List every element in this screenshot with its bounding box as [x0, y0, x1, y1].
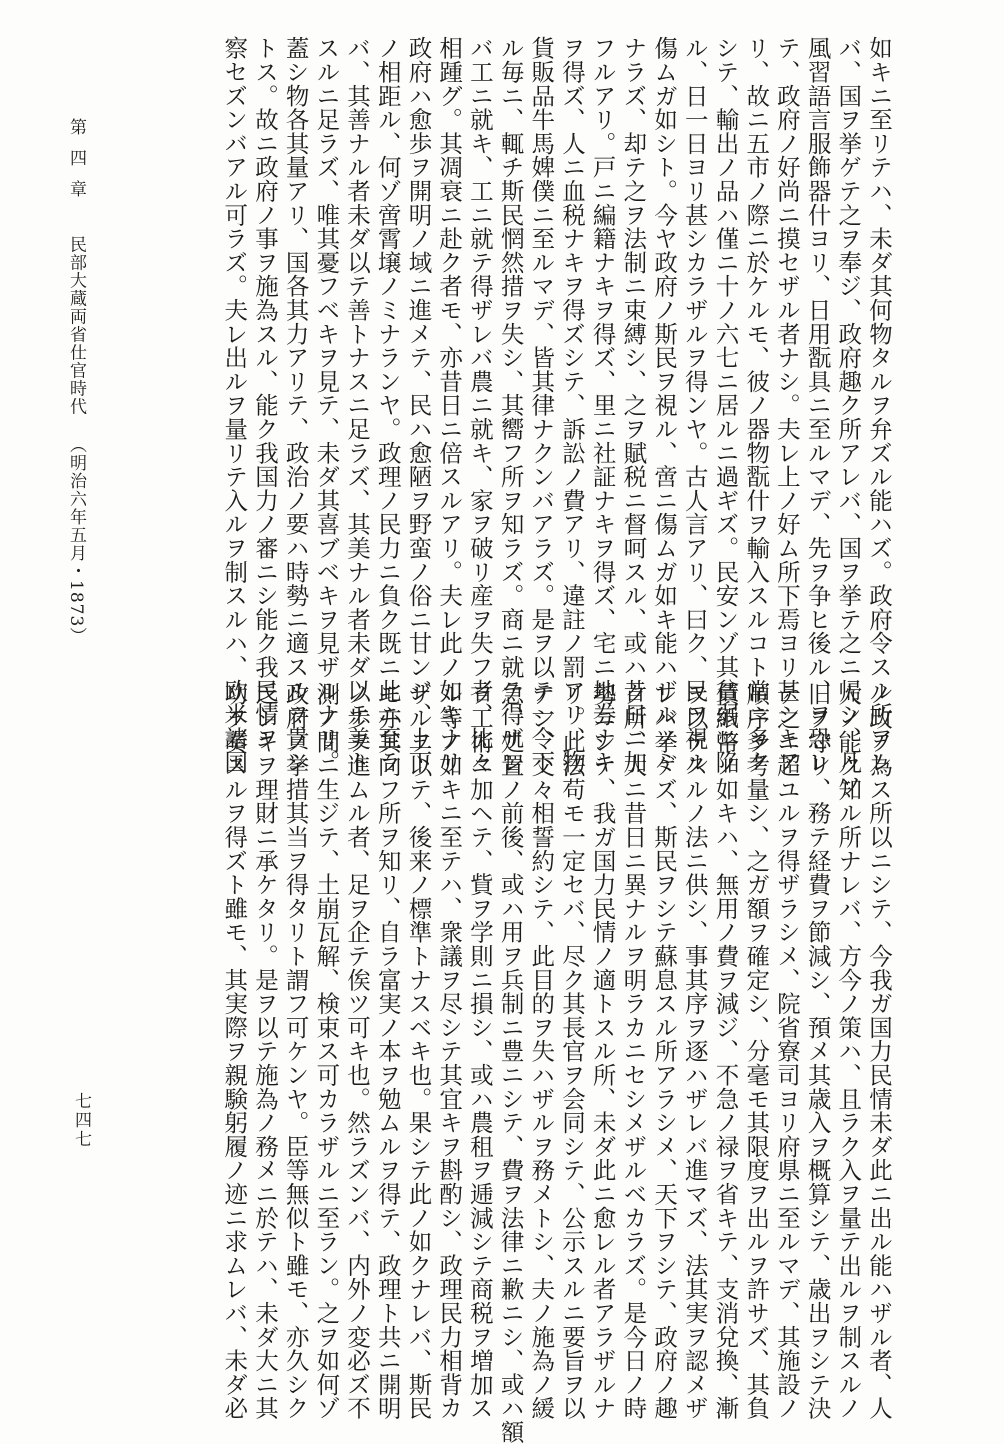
text-column: 旧ヲ守リ、務テ経費ヲ節減シ、預メ其歳入ヲ概算シテ、歳出ヲシテ決	[803, 682, 832, 1420]
text-column: 勢ニシテ、我ガ国力民情ノ適トスル所、未ダ此ニ愈レル者アラザルナ	[588, 682, 617, 1420]
text-column: 順序ヲ考量シ、之ガ額ヲ確定シ、分毫モ其限度ヲ出ルヲ許サズ、其負	[742, 682, 771, 1420]
text-column: フルアリ。戸ニ編籍ナキヲ得ズ、里ニ社証ナキヲ得ズ、宅ニ地券ナキ	[588, 36, 617, 774]
text-column: バ、其善ナル者未ダ以テ善トナスニ足ラズ、其美ナル者未ダ以テ美ト	[343, 36, 372, 774]
text-column: 債紙幣ノ如キハ、無用ノ費ヲ減ジ、不急ノ禄ヲ省キテ、支消兌換、漸	[711, 682, 740, 1420]
period-label: （明治六年五月・1873）	[66, 435, 86, 646]
text-column: バ工ニ就キ、工ニ就テ得ザレバ農ニ就キ、家ヲ破リ産ヲ失フ者、比々	[465, 36, 494, 774]
text-column: バ、国ヲ挙ゲテ之ヲ奉ジ、政府趣ク所アレバ、国ヲ挙テ之ニ帰シ、凡ソ	[834, 36, 863, 798]
text-column: スルニ足ラズ、唯其憂フベキヲ見テ、未ダ其喜ブベキヲ見ザルナリ。	[312, 36, 341, 774]
lower-text-block	[219, 682, 894, 1444]
upper-text-block	[219, 36, 894, 798]
text-column: ノ政ヲ為ス所以ニシテ、今我ガ国力民情未ダ此ニ出ル能ハザル者、人	[865, 682, 893, 1420]
text-column: ク所、大ニ昔日ニ異ナルヲ明ラカニセシメザルベカラズ。是今日ノ時	[619, 682, 648, 1420]
text-column: ノ相距ル、何ゾ啻霄壌ノミナランヤ。政理ノ民力ニ負ク既ニ此ニ至ラ	[373, 36, 402, 774]
text-column: 功ヲ奏スルヲ得ズト雖モ、其実際ヲ親験躬履ノ迹ニ求ムレバ、未ダ必	[220, 682, 249, 1420]
text-column: ヲ得ズ、人ニ血税ナキヲ得ズシテ、訴訟ノ費アリ、違註ノ罰アリ、物	[557, 36, 586, 774]
text-column: ヲ工術ニ加ヘテ、貲ヲ学則ニ損シ、或ハ農租ヲ逓減シテ商税ヲ増加ス	[465, 682, 494, 1420]
text-column: 如キニ至リテハ、未ダ其何物タルヲ弁ズル能ハズ。政府令スル所アレ	[865, 36, 893, 774]
text-column: テ、政府ノ好尚ニ摸セザル者ナシ。夫レ上ノ好ム所下焉ヨリ甚シキア	[772, 36, 801, 774]
running-header	[64, 118, 89, 645]
text-column: 貨販品牛馬婢僕ニ至ルマデ、皆其律ナクンバアラズ。是ヲ以テ一令下	[527, 36, 556, 774]
text-column: 測ノ間ニ生ジテ、土崩瓦解、検束ス可カラザルニ至ラン。之ヲ如何ゾ	[312, 682, 341, 1420]
text-column: 傷ムガ如シト。今ヤ政府ノ斯民ヲ視ル、啻ニ傷ムガ如キ能ハザルノミ	[650, 36, 679, 774]
text-column: ノ歩ヲ進ムル者、足ヲ企テ俟ツ可キ也。然ラズンバ、内外ノ変必ズ不	[343, 682, 372, 1420]
text-column: 相踵グ。其凋衰ニ赴ク者モ、亦昔日ニ倍スルアリ。夫レ此ノ如キナリ	[435, 36, 464, 774]
section-title: 民部大蔵両省仕官時代	[66, 235, 86, 416]
text-column: 乏シキヲ理財ニ承ケタリ。是ヲ以テ施為ノ務メニ於テハ、未ダ大ニ其	[250, 682, 279, 1420]
text-column: ル、日一日ヨリ甚シカラザルヲ得ンヤ。古人言アリ、曰ク、民ヲ視ル	[680, 36, 709, 774]
text-column: ナラズ、却テ之ヲ法制ニ束縛シ、之ヲ賦税ニ督呵スル、或ハ昔日ニ加	[619, 36, 648, 774]
text-column: 急、処置ノ前後、或ハ用ヲ兵制ニ豊ニシテ、費ヲ法律ニ歉ニシ、或ハ額	[496, 682, 525, 1444]
text-column: 人ノ能ク知ル所ナレバ、方今ノ策ハ、且ラク入ヲ量テ出ルヲ制スルノ	[834, 682, 863, 1420]
text-column: モ亦其向フ所ヲ知リ、自ラ富実ノ本ヲ勉ムルヲ得テ、政理ト共ニ開明	[373, 682, 402, 1420]
text-column: ル毎ニ、輒チ斯民惘然措ヲ失シ、其嚮フ所ヲ知ラズ。商ニ就テ得ザレ	[496, 36, 525, 774]
text-column: 察セズンバアル可ラズ。夫レ出ルヲ量リテ入ルヲ制スルハ、欧米諸国	[220, 36, 249, 774]
text-column: テ之ニ超ユルヲ得ザラシメ、院省寮司ヨリ府県ニ至ルマデ、其施設ノ	[772, 682, 801, 1420]
text-column: ル等ノ如キニ至テハ、衆議ヲ尽シテ其宜キヲ斟酌シ、政理民力相背カ	[435, 682, 464, 1420]
text-column: テシ、交々相誓約シテ、此目的ヲ失ハザルヲ務メトシ、夫ノ施為ノ緩	[527, 682, 556, 1420]
text-column: 風習語言服飾器什ヨリ、日用翫具ニ至ルマデ、先ヲ争ヒ後ル、ヲ恐レ	[803, 36, 832, 774]
text-column: ヲ以テスルノ法ニ供シ、事其序ヲ逐ハザレバ進マズ、法其実ヲ認メザ	[680, 682, 709, 1420]
text-column: ザルヲ以テ、後来ノ標準トナスベキ也。果シテ此ノ如クナレバ、斯民	[404, 682, 433, 1420]
chapter-label: 第四章	[66, 118, 86, 211]
text-column: レバ挙ゲズ、斯民ヲシテ蘇息スル所アラシメ、天下ヲシテ、政府ノ趣	[650, 682, 679, 1420]
text-column: リ、故ニ五市ノ際ニ於ケルモ、彼ノ器物翫什ヲ輸入スルコト常ニ多ク	[742, 36, 771, 774]
text-column: 蓋シ物各其量アリ、国各其力アリテ、政治ノ要ハ時勢ニ適スルヲ貴シ	[281, 36, 310, 774]
page-number: 七四七	[71, 1092, 91, 1149]
text-column: 政府ハ愈歩ヲ開明ノ域ニ進メテ、民ハ愈陋ヲ野蛮ノ俗ニ甘ンジ、上下	[404, 36, 433, 774]
text-column: リ。此法苟モ一定セバ、尽ク其長官ヲ会同シテ、公示スルニ要旨ヲ以	[557, 682, 586, 1420]
text-column: 政府ノ挙措其当ヲ得タリト謂フ可ケンヤ。臣等無似ト雖モ、亦久シク	[281, 682, 310, 1420]
text-column: トス。故ニ政府ノ事ヲ施為スル、能ク我国力ノ審ニシ能ク我民情ヲ	[250, 36, 279, 750]
text-column: シテ、輸出ノ品ハ僅ニ十ノ六七ニ居ルニ過ギズ。民安ンゾ其貧弱ニ陥	[711, 36, 740, 774]
